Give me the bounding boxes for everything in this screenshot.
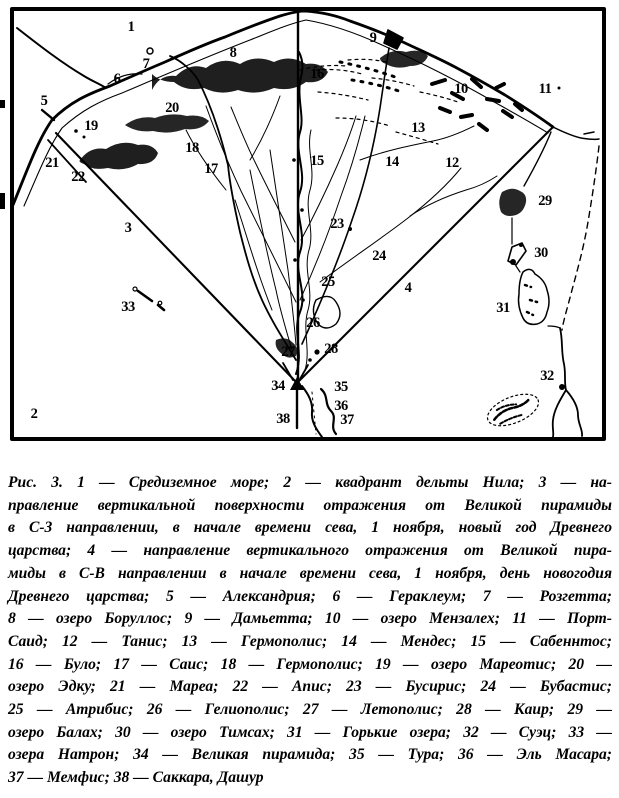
map-number-35: 35	[334, 378, 348, 395]
caption-line: озеро Эдку; 21 — Мареа; 22 — Апис; 23 — Бусирис; 24 — Бубастис;	[8, 678, 612, 696]
map-number-6: 6	[113, 70, 121, 87]
map-number-25: 25	[321, 273, 335, 290]
map-number-30: 30	[534, 244, 548, 261]
map-number-7: 7	[142, 55, 150, 72]
map-number-38: 38	[276, 410, 290, 427]
caption-line: Древнего царства; 5 — Александрия; 6 — Гераклеум; 7 — Розгетта;	[8, 587, 612, 605]
map-number-4: 4	[404, 279, 412, 296]
caption-line: озера Натрон; 34 — Великая пирамида; 35 — Тура; 36 — Эль Масара;	[8, 746, 612, 764]
map-number-32: 32	[540, 367, 554, 384]
caption-line: озеро Балах; 30 — озеро Тимсах; 31 — Горькие озера; 32 — Суэц; 33 —	[8, 723, 612, 741]
figure-caption	[8, 472, 612, 790]
map-number-36: 36	[334, 397, 348, 414]
map-number-20: 20	[165, 99, 179, 116]
caption-line: 16 — Було; 17 — Саис; 18 — Гермополис; 19 — озеро Мареотис; 20 —	[8, 655, 612, 673]
map-number-12: 12	[445, 154, 459, 171]
map-number-1: 1	[127, 18, 135, 35]
map-number-18: 18	[185, 139, 199, 156]
map-number-31: 31	[496, 299, 510, 316]
caption-line: 8 — озеро Боруллос; 9 — Дамьетта; 10 — озеро Мензалех; 11 — Порт-	[8, 610, 612, 628]
map-number-19: 19	[84, 117, 98, 134]
caption-line: миды в С-В направлении в начале времени сева, 1 ноября, день новогодия	[8, 564, 612, 582]
map-number-34: 34	[271, 377, 285, 394]
map-number-8: 8	[229, 44, 237, 61]
map-number-24: 24	[372, 247, 386, 264]
map-number-27: 27	[281, 343, 295, 360]
map-number-16: 16	[310, 65, 324, 82]
map-number-29: 29	[538, 192, 552, 209]
map-number-37: 37	[340, 411, 354, 428]
map-number-10: 10	[454, 80, 468, 97]
map-number-23: 23	[330, 215, 344, 232]
caption-line: 37 — Мемфис; 38 — Саккара, Дашур	[8, 769, 264, 787]
map-number-26: 26	[306, 314, 320, 331]
map-number-11: 11	[538, 80, 552, 97]
caption-line: в С-3 направлении, в начале времени сева, 1 ноября, новый год Древнего	[8, 519, 612, 537]
map-number-9: 9	[369, 29, 377, 46]
caption-line: 25 — Атрибис; 26 — Гелиополис; 27 — Летополис; 28 — Каир; 29 —	[8, 701, 612, 719]
map-number-17: 17	[204, 160, 218, 177]
map-number-21: 21	[45, 154, 59, 171]
map-number-28: 28	[324, 340, 338, 357]
map-number-15: 15	[310, 152, 324, 169]
caption-line: правление вертикальной поверхности отражения от Великой пирамиды	[8, 496, 612, 514]
map-number-33: 33	[121, 298, 135, 315]
map-number-2: 2	[30, 405, 38, 422]
caption-line: царства; 4 — направление вертикального отражения от Великой пира-	[8, 542, 612, 560]
map-number-13: 13	[411, 119, 425, 136]
map-number-14: 14	[385, 153, 399, 170]
caption-line: Рис. 3. 1 — Средиземное море; 2 — квадрант дельты Нила; 3 — на-	[8, 474, 612, 491]
caption-line: Саид; 12 — Танис; 13 — Гермополис; 14 — Мендес; 15 — Сабеннтос;	[8, 632, 612, 650]
map-number-3: 3	[124, 219, 132, 236]
map-number-22: 22	[71, 168, 85, 185]
map-number-5: 5	[40, 92, 48, 109]
